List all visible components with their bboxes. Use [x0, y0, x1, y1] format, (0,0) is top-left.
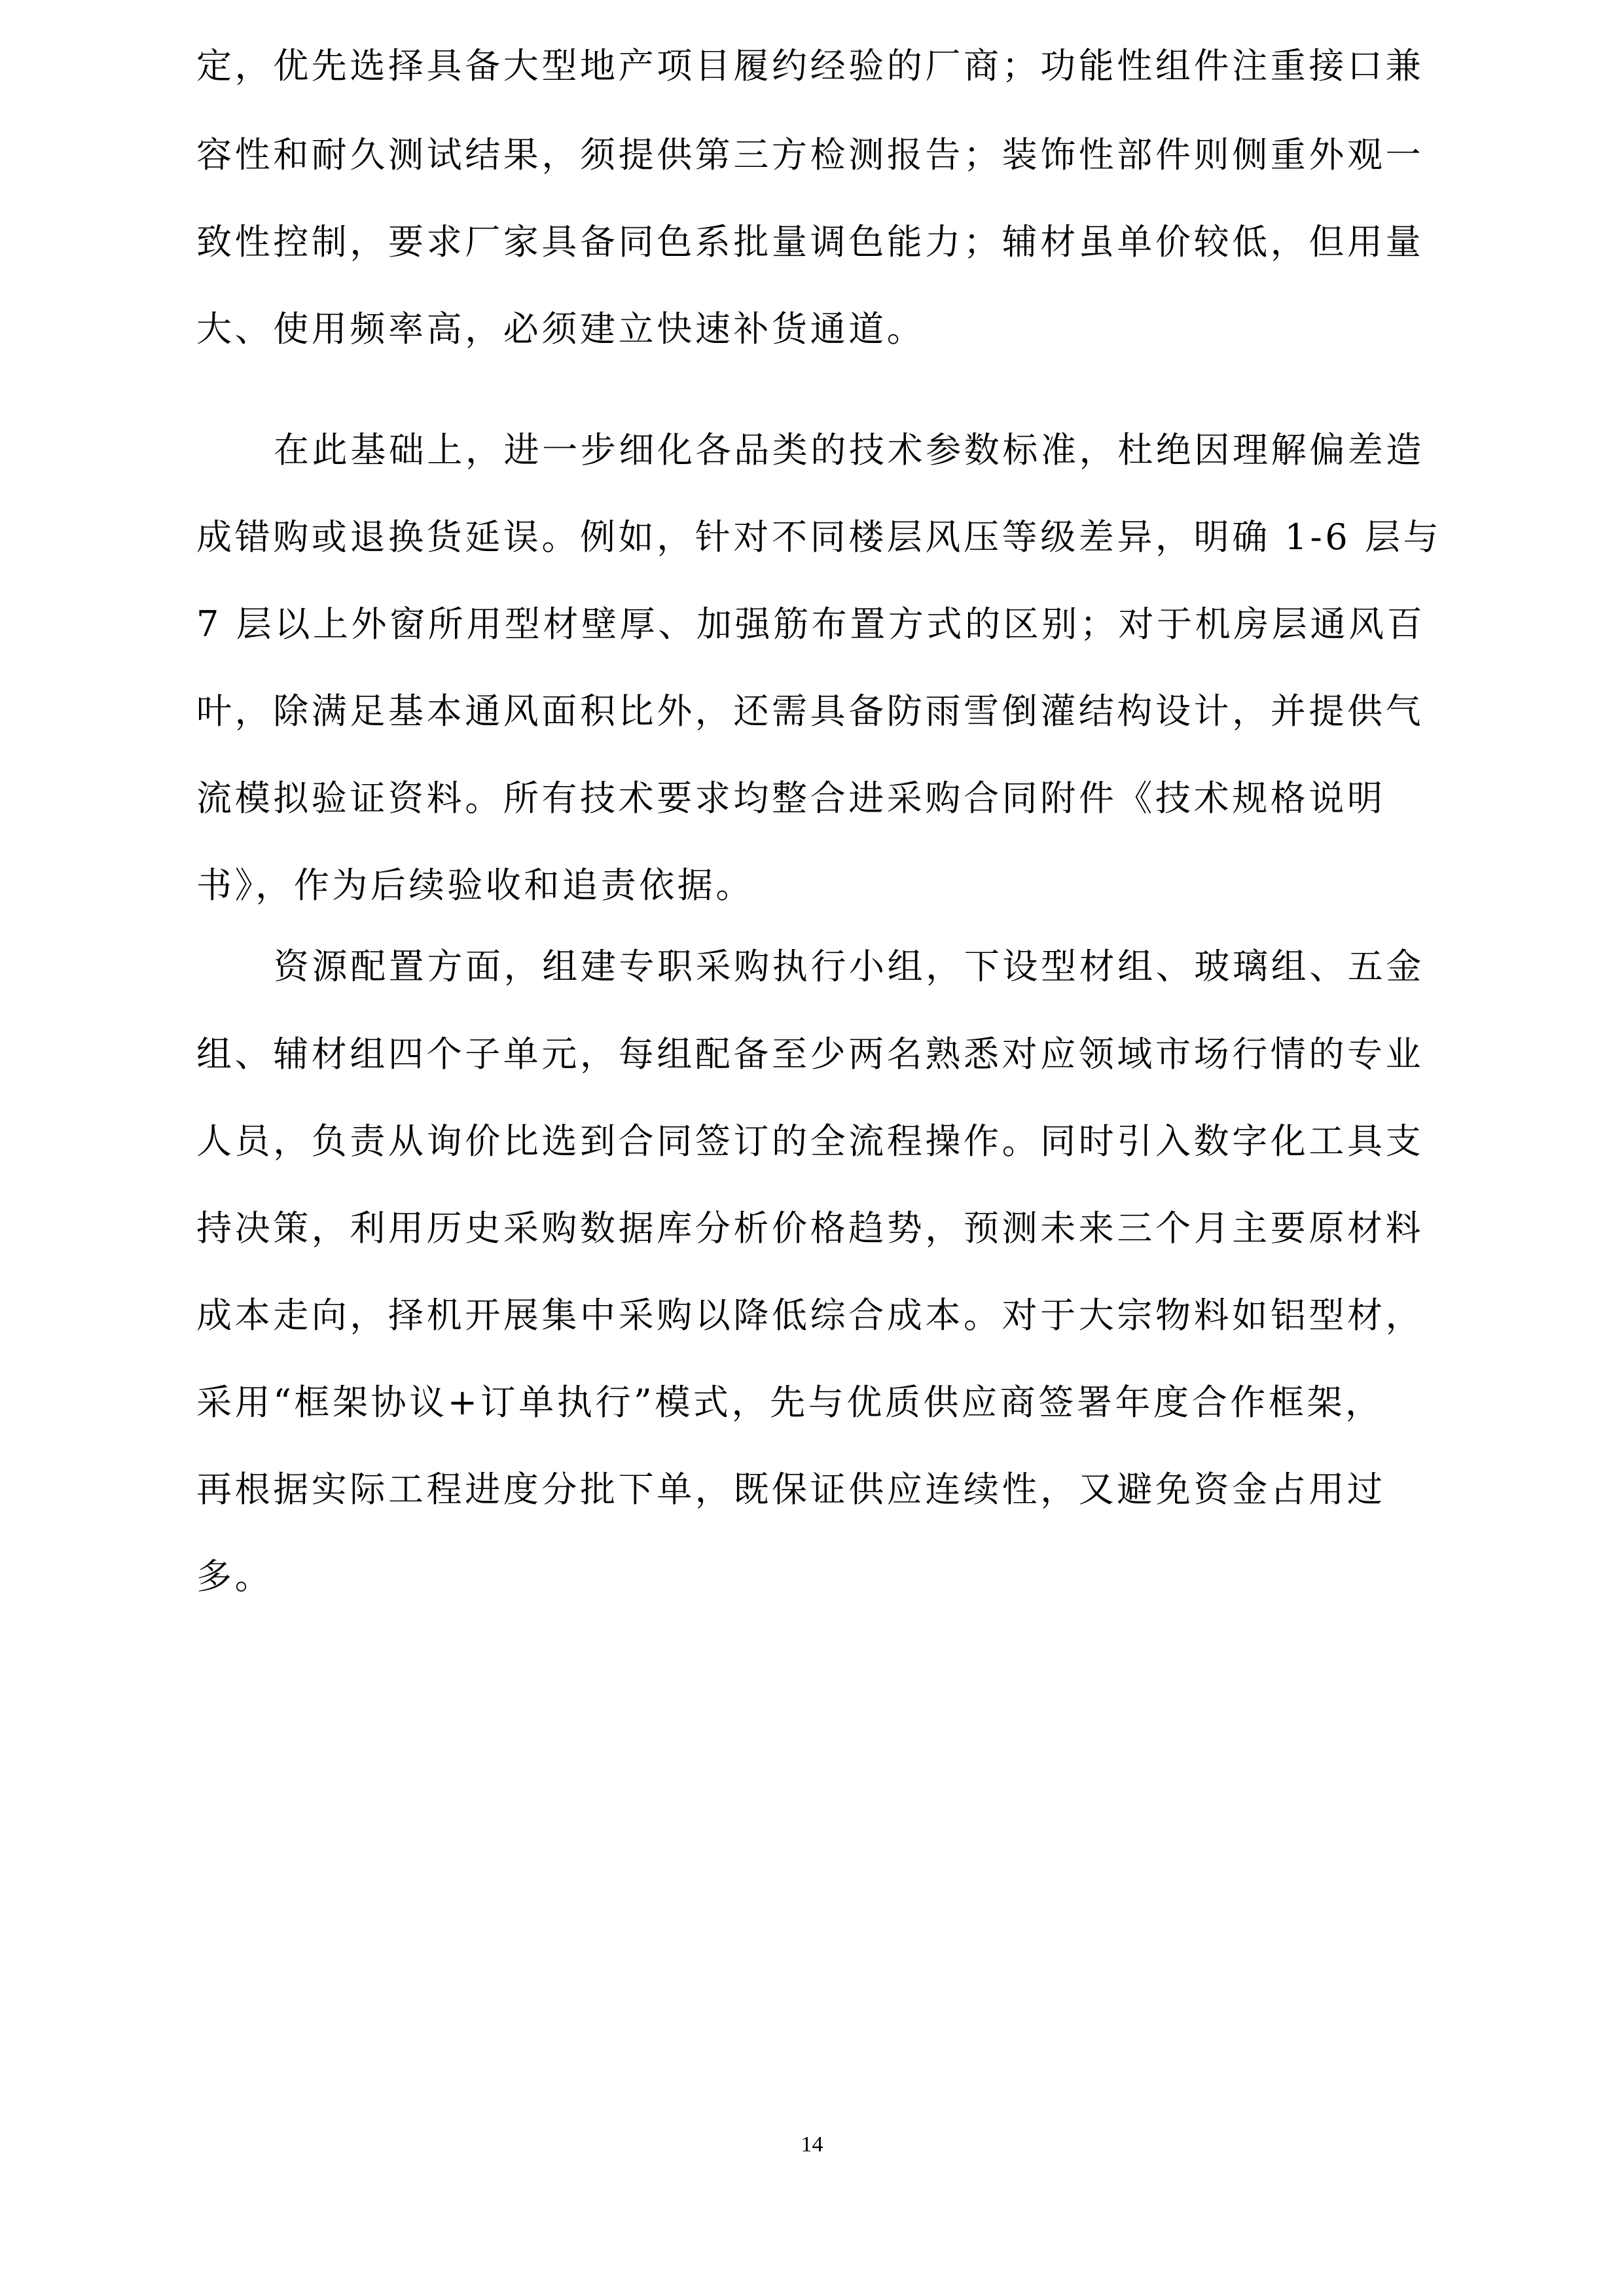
text-line: 大、使用频率高，必须建立快速补货通道。 — [196, 308, 926, 350]
text-line: 成本走向，择机开展集中采购以降低综合成本。对于大宗物料如铝型材， — [196, 1295, 1424, 1336]
text-line: 流模拟验证资料。所有技术要求均整合进采购合同附件《技术规格说明 — [196, 778, 1386, 819]
text-line: 持决策，利用历史采购数据库分析价格趋势，预测未来三个月主要原材料 — [196, 1208, 1424, 1249]
text-line: 再根据实际工程进度分批下单，既保证供应连续性，又避免资金占用过 — [196, 1469, 1386, 1510]
text-line: 组、辅材组四个子单元，每组配备至少两名熟悉对应领域市场行情的专业 — [196, 1033, 1424, 1075]
text-line: 多。 — [196, 1556, 274, 1597]
text-line: 7 层以上外窗所用型材壁厚、加强筋布置方式的区别；对于机房层通风百 — [196, 603, 1426, 645]
text-line: 成错购或退换货延误。例如，针对不同楼层风压等级差异，明确 1-6 层与 — [196, 516, 1442, 558]
page-number: 14 — [801, 2132, 823, 2157]
text-line: 人员，负责从询价比选到合同签订的全流程操作。同时引入数字化工具支 — [196, 1121, 1424, 1162]
text-line: 致性控制，要求厂家具备同色系批量调色能力；辅材虽单价较低，但用量 — [196, 221, 1424, 262]
text-line: 叶，除满足基本通风面积比外，还需具备防雨雪倒灌结构设计，并提供气 — [196, 691, 1424, 732]
text-line: 定，优先选择具备大型地产项目履约经验的厂商；功能性组件注重接口兼 — [196, 45, 1424, 86]
text-line: 书》，作为后续验收和追责依据。 — [196, 865, 754, 906]
text-line: 资源配置方面，组建专职采购执行小组，下设型材组、玻璃组、五金 — [274, 946, 1424, 987]
text-line: 在此基础上，进一步细化各品类的技术参数标准，杜绝因理解偏差造 — [274, 429, 1424, 471]
text-line: 采用“框架协议+订单执行”模式，先与优质供应商签署年度合作框架， — [196, 1382, 1384, 1423]
text-line: 容性和耐久测试结果，须提供第三方检测报告；装饰性部件则侧重外观一 — [196, 134, 1424, 175]
